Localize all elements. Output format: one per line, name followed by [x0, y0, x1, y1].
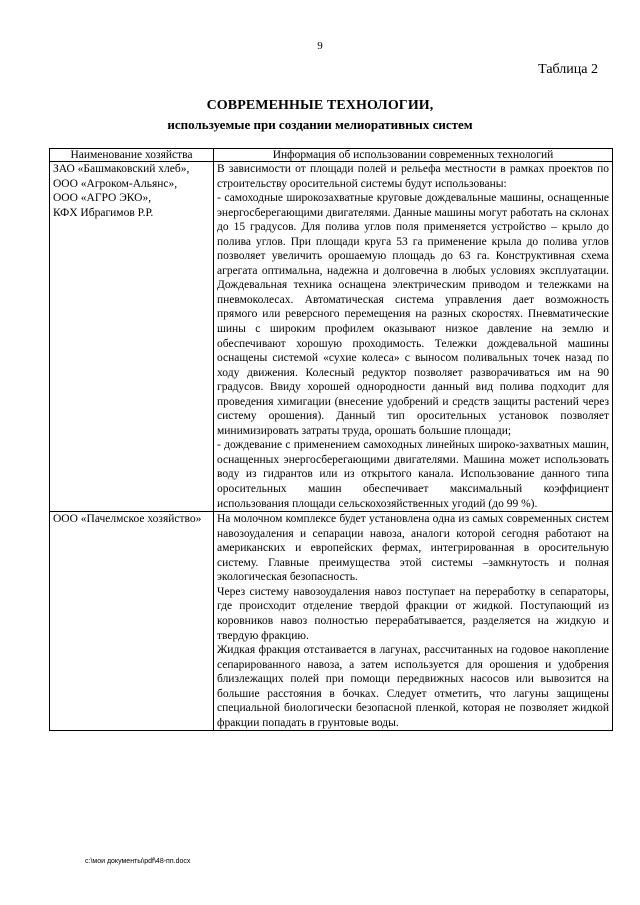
farm-name: ЗАО «Башмаковский хлеб»,: [53, 163, 190, 175]
header-technology-info: Информация об использовании современных технологий: [214, 149, 613, 162]
table-row: [50, 162, 613, 512]
table-row: [50, 512, 613, 731]
info-paragraph: Жидкая фракция отстаивается в лагунах, рассчитанных на годовое накопление сепарированного навоза, а затем используется для орошения и удобрения близлежащих полей при помощи передвижных насосов или вывозится на большие расстояния в бочках. Следует отметить, что лагуны защищены специальной биологически безопасной пленкой, которая не позволяет жидкой фракции попадать в грунтовые воды.: [217, 644, 609, 729]
page-number: 9: [317, 40, 323, 52]
technologies-table: [49, 148, 613, 731]
info-paragraph: - дождевание с применением самоходных линейных широко-захватных машин, оснащенных энергосберегающими двигателями. Машина может использовать воду из гидрантов или из открытого канала. Использование данного типа оросительных машин обеспечивает максимальный коэффициент использования площади сельскохозяйственных угодий (до 99 %).: [217, 439, 609, 510]
farm-names-cell: [50, 512, 214, 731]
farm-names-cell: [50, 162, 214, 512]
table-label: Таблица 2: [538, 62, 598, 77]
info-paragraph: На молочном комплексе будет установлена одна из самых современных систем навозоудаления и сепарации навоза, аналоги которой сегодня работают на американских и европейских фермах, интегрированная в оросительную систему. Главные преимущества этой системы –замкнутость и полная экологическая безопасность.: [217, 513, 609, 584]
info-paragraph: В зависимости от площади полей и рельефа местности в рамках проектов по строительству оросительной системы будут использованы:: [217, 163, 609, 190]
technology-info-cell: [214, 512, 613, 731]
document-title: СОВРЕМЕННЫЕ ТЕХНОЛОГИИ,: [206, 98, 434, 113]
info-paragraph: Через систему навозоудаления навоз поступает на переработку в сепараторы, где происходит отделение твердой фракции от жидкой. Поступающий из коровников навоз полностью перерабатывается, разделяется на жидкую и твердую фракцию.: [217, 585, 609, 642]
table-header-row: [50, 149, 613, 162]
info-paragraph: - самоходные широкозахватные круговые дождевальные машины, оснащенные энергосберегающими двигателями. Данные машины могут работать на склонах до 15 градусов. Для полива углов поля применяется устройство – крыло до полива углов. При площади круга 53 га применение крыла до полива углов позволяет увеличить орошаемую площадь до 63 га. Конструктивная схема агрегата оптимальна, надежна и долговечна в любых условиях эксплуатации. Дождевальная техника оснащена электрическим приводом и тележками на пневмоколесах. Автоматическая система управления дает возможность прямого или реверсного перемещения на разных скоростях. Пневматические шины с широким профилем оказывают низкое давление на землю и обеспечивают хорошую проходимость. Тележки дождевальной машины оснащены системой «сухие колеса» с выносом поливальных точек назад по ходу движения. Колесный редуктор позволяет разворачиваться им на 90 градусов. Ввиду хорошей однородности данный вид полива подходит для проведения химигации (внесение удобрений и средств защиты растений через систему орошения). Данный тип оросительных установок позволяет минимизировать затраты труда, орошать большие площади;: [217, 192, 609, 437]
farm-name: ООО «Пачелмское хозяйство»: [53, 513, 202, 526]
header-farm-name: Наименование хозяйства: [50, 149, 214, 162]
farm-name: ООО «Агроком-Альянс»,: [53, 177, 178, 190]
document-subtitle: используемые при создании мелиоративных систем: [167, 117, 473, 132]
farm-name: КФХ Ибрагимов Р.Р.: [53, 206, 154, 219]
technology-info-cell: [214, 162, 613, 512]
farm-name: ООО «АГРО ЭКО»,: [53, 192, 152, 205]
file-path-footer: c:\мои документы\pdf\48-пп.docx: [85, 858, 191, 865]
